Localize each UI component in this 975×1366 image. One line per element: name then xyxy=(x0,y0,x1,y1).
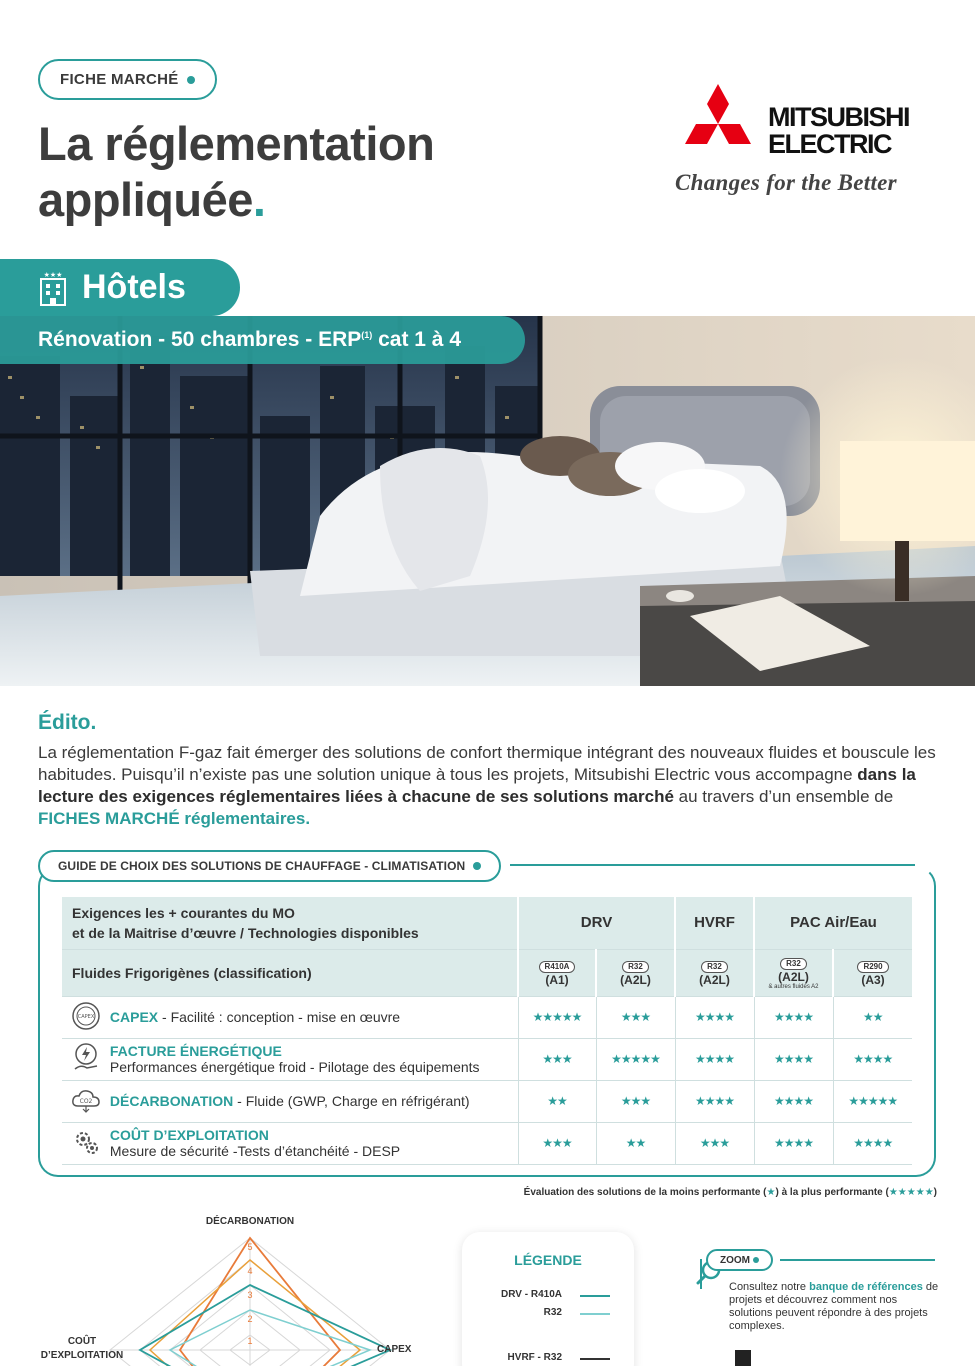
criterion-row-operating-cost xyxy=(62,1122,912,1164)
evaluation-note xyxy=(524,1187,937,1198)
title-line-2: appliquée xyxy=(38,173,253,226)
zoom-text-b: de projets et découvrez comment nos solutions peuvent répondre à des projets complexes. xyxy=(729,1281,939,1332)
criterion-row-energy xyxy=(62,1038,912,1080)
legend-card xyxy=(462,1232,634,1366)
svg-text:CAPEX: CAPEX xyxy=(77,1013,95,1020)
legend-label: DRV - R410A xyxy=(501,1289,562,1300)
zoom-text-a: Consultez notre xyxy=(729,1281,810,1293)
fluids-row xyxy=(62,949,912,996)
tech-pac-air-eau: PAC Air/Eau xyxy=(754,897,912,949)
star-rating: ★★★★ xyxy=(754,1122,833,1164)
logo-wordmark xyxy=(768,104,909,158)
capex-icon xyxy=(66,1001,106,1034)
criterion-name xyxy=(62,1080,518,1122)
fluid-cell xyxy=(675,949,754,996)
requirements-header-line-1: Exigences les + courantes du MO xyxy=(72,904,295,921)
fluid-pill: R410A xyxy=(539,961,576,973)
project-subtitle xyxy=(38,328,461,352)
zoom-rule xyxy=(780,1259,935,1261)
fluid-cell xyxy=(754,949,833,996)
star-rating: ★★★★ xyxy=(754,996,833,1038)
svg-text:CO2: CO2 xyxy=(79,1097,93,1105)
criterion-row-decarbonation xyxy=(62,1080,912,1122)
title-line-1: La réglementation xyxy=(38,117,435,170)
star-rating: ★★★ xyxy=(675,1122,754,1164)
star-rating: ★★★ xyxy=(518,1122,596,1164)
legend-label: R32 xyxy=(543,1307,562,1318)
eval-star-low: ★ xyxy=(766,1187,776,1198)
requirements-header-line-2: et de la Maitrise d’œuvre / Technologies disponibles xyxy=(72,924,419,941)
legend-swatch xyxy=(580,1313,610,1315)
table-header-row xyxy=(62,897,912,949)
criterion-text xyxy=(110,1043,480,1075)
star-rating: ★★★★ xyxy=(754,1038,833,1080)
fluid-pill: R32 xyxy=(701,961,728,973)
star-rating: ★★★★ xyxy=(833,1038,912,1080)
footnote-mark: (1) xyxy=(361,330,373,340)
guide-title-tag xyxy=(38,850,501,882)
guide-title: GUIDE DE CHOIX DES SOLUTIONS DE CHAUFFAGE - CLIMATISATION xyxy=(58,859,466,873)
radar-tick: 1 xyxy=(247,1336,253,1346)
criterion-keyword: CAPEX xyxy=(109,1009,159,1025)
zoom-tag xyxy=(706,1249,773,1271)
radar-chart xyxy=(30,1210,460,1366)
zoom-text xyxy=(729,1281,939,1333)
criterion-detail: - Fluide (GWP, Charge en réfrigérant) xyxy=(233,1093,470,1109)
eval-note-text: ) à la plus performante ( xyxy=(775,1187,889,1198)
mitsubishi-electric-logo xyxy=(675,82,945,202)
star-rating: ★★★ xyxy=(518,1038,596,1080)
tech-hvrf: HVRF xyxy=(675,897,754,949)
fluid-class: (A1) xyxy=(545,973,569,987)
energy-bill-icon xyxy=(66,1042,106,1077)
references-link[interactable]: banque de références xyxy=(809,1281,923,1293)
fluid-pill: R290 xyxy=(857,961,888,973)
logo-name-line-2: ELECTRIC xyxy=(768,129,891,159)
radar-tick: 2 xyxy=(247,1314,253,1324)
radar-tick: 4 xyxy=(247,1266,253,1276)
fluid-note: & autres fluides A2 xyxy=(768,983,819,990)
eval-note-text: ) xyxy=(933,1187,937,1198)
criterion-name xyxy=(62,1038,518,1080)
radar-axis-top: DÉCARBONATION xyxy=(205,1216,295,1227)
eval-note-text: Évaluation des solutions de la moins performante ( xyxy=(523,1187,767,1198)
logo-name-line-1: MITSUBISHI xyxy=(768,102,910,132)
fluid-cell xyxy=(833,949,912,996)
star-rating: ★★★★ xyxy=(754,1080,833,1122)
criterion-keyword: FACTURE ÉNERGÉTIQUE xyxy=(109,1043,282,1059)
fluid-class: (A2L) xyxy=(620,973,651,987)
teal-dot-icon xyxy=(187,76,195,84)
radar-tick: 5 xyxy=(247,1242,253,1252)
fiche-marche-tag xyxy=(38,59,217,100)
teal-dot-icon xyxy=(473,862,481,870)
edito-paragraph xyxy=(38,742,943,830)
zoom-label: ZOOM xyxy=(720,1254,750,1266)
radar-tick: 3 xyxy=(247,1290,253,1300)
star-rating: ★★★★★ xyxy=(596,1038,675,1080)
star-rating: ★★★★ xyxy=(675,1038,754,1080)
edito-text-2: au travers d’un ensemble de xyxy=(673,787,894,806)
category-label: Hôtels xyxy=(82,268,186,306)
criterion-name xyxy=(62,1122,518,1164)
legend-label: HVRF - R32 xyxy=(507,1352,562,1363)
criterion-detail: Performances énergétique froid - Pilotage des équipements xyxy=(109,1059,480,1075)
eval-star-high: ★★★★★ xyxy=(888,1187,934,1198)
criterion-keyword: COÛT D’EXPLOITATION xyxy=(109,1127,269,1143)
star-rating: ★★★★ xyxy=(833,1122,912,1164)
subtitle-text: Rénovation - 50 chambres - ERP xyxy=(38,328,362,351)
star-rating: ★★★★★ xyxy=(833,1080,912,1122)
svg-text:★★★: ★★★ xyxy=(43,270,63,279)
star-rating: ★★★★ xyxy=(675,996,754,1038)
legend-swatch xyxy=(580,1295,610,1297)
star-rating: ★★★ xyxy=(596,996,675,1038)
fluid-class: (A2L) xyxy=(699,973,730,987)
page-title xyxy=(38,116,434,228)
criterion-text xyxy=(110,1093,470,1109)
criterion-name xyxy=(62,996,518,1038)
star-rating: ★★ xyxy=(596,1122,675,1164)
project-subtitle-banner xyxy=(0,316,525,364)
hotel-building-icon xyxy=(38,270,68,306)
criterion-detail: Mesure de sécurité -Tests d’étanchéité - DESP xyxy=(109,1143,401,1159)
legend-title: LÉGENDE xyxy=(514,1252,582,1268)
criterion-text xyxy=(110,1009,400,1025)
fluid-pill: R32 xyxy=(780,958,807,970)
co2-cloud-icon xyxy=(66,1086,106,1117)
fluid-class: (A2L) xyxy=(778,969,809,984)
criterion-text xyxy=(110,1127,400,1159)
fluids-label: Fluides Frigorigènes (classification) xyxy=(62,949,518,996)
radar-axis-right: CAPEX xyxy=(377,1344,412,1355)
criterion-row-capex xyxy=(62,996,912,1038)
star-rating: ★★ xyxy=(833,996,912,1038)
subtitle-end: cat 1 à 4 xyxy=(372,328,461,351)
edito-text-1: La réglementation F-gaz fait émerger des solutions de confort thermique intégrant des nouveaux fluides et bouscule les habitudes. Puisqu’il n’existe pas une solution unique à tous les projets, Mitsubishi Electric vous accompagne xyxy=(38,743,936,784)
star-rating: ★★★★★ xyxy=(518,996,596,1038)
three-diamonds-icon xyxy=(675,82,761,162)
category-banner xyxy=(0,259,240,316)
fluid-cell xyxy=(596,949,675,996)
criterion-detail: - Facilité : conception - mise en œuvre xyxy=(158,1009,401,1025)
star-rating: ★★★ xyxy=(596,1080,675,1122)
criterion-keyword: DÉCARBONATION xyxy=(109,1093,234,1109)
edito-heading: Édito. xyxy=(38,711,97,734)
fluid-class: (A3) xyxy=(861,973,885,987)
logo-tagline: Changes for the Better xyxy=(675,170,897,195)
solutions-table xyxy=(62,897,912,1165)
hotel-room-photo xyxy=(0,316,975,686)
title-period: . xyxy=(252,173,266,226)
teal-dot-icon xyxy=(753,1257,759,1263)
legend-swatch xyxy=(580,1358,610,1360)
qr-code-icon[interactable] xyxy=(735,1350,751,1366)
hotel-room-illustration xyxy=(0,316,975,686)
radar-axis-left-2: D’EXPLOITATION xyxy=(40,1350,124,1361)
tech-drv: DRV xyxy=(518,897,675,949)
edito-bold: dans la lecture des exigences réglementaires liées à chacune de ses solutions marché xyxy=(38,765,916,806)
fiches-marche-link[interactable]: FICHES MARCHÉ réglementaires. xyxy=(38,809,311,828)
radar-chart-svg xyxy=(30,1210,460,1366)
star-rating: ★★★★ xyxy=(675,1080,754,1122)
fiche-marche-label: FICHE MARCHÉ xyxy=(60,71,179,88)
requirements-header xyxy=(62,897,518,949)
radar-axis-left-1: COÛT xyxy=(67,1336,97,1347)
gears-icon xyxy=(66,1127,106,1160)
fluid-cell xyxy=(518,949,596,996)
star-rating: ★★ xyxy=(518,1080,596,1122)
fluid-pill: R32 xyxy=(622,961,649,973)
